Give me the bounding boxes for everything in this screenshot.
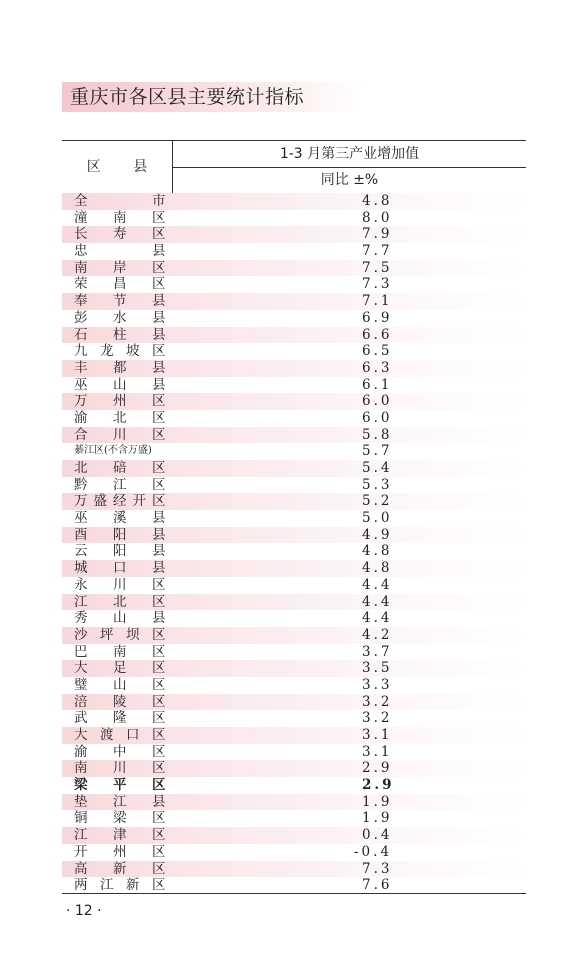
region-name: 长 寿 区: [74, 226, 166, 243]
region-column-header: 区 县: [86, 159, 162, 175]
region-name: 秀 山 县: [74, 610, 166, 627]
table-row: [62, 644, 526, 661]
region-name: 大 渡 口 区: [74, 727, 166, 743]
value-cell: 3.7: [362, 643, 393, 660]
region-name: 石 柱 县: [74, 326, 166, 343]
value-cell: 8.0: [362, 209, 393, 226]
region-name: 武 隆 区: [74, 710, 166, 727]
value-cell: 4.4: [362, 610, 393, 627]
table-row: [62, 510, 526, 527]
table-row: [62, 477, 526, 494]
table-row: [62, 594, 526, 611]
region-name: 开 州 区: [74, 843, 166, 860]
table-row: [62, 810, 526, 827]
region-name: 梁 平 区: [74, 777, 166, 794]
value-cell: 2.9: [362, 760, 393, 777]
region-name: 沙 坪 坝 区: [74, 626, 166, 643]
table-row: [62, 794, 526, 811]
value-cell: 3.1: [362, 727, 393, 743]
value-cell: 7.1: [362, 293, 393, 310]
table-row: [62, 577, 526, 594]
table-row: [62, 193, 526, 210]
value-cell: 0.4: [362, 827, 393, 844]
table-row: [62, 677, 526, 694]
value-cell: 7.5: [362, 259, 393, 276]
value-cell: 3.1: [362, 743, 393, 760]
table-row: [62, 827, 526, 844]
value-cell: 3.5: [362, 660, 393, 677]
value-cell: 5.0: [362, 510, 393, 527]
value-cell: 6.1: [362, 376, 393, 393]
value-cell: 7.7: [362, 243, 393, 260]
table-header: [62, 140, 526, 194]
table-row: [62, 694, 526, 711]
region-name: 巫 溪 县: [74, 510, 166, 527]
table-row: [62, 360, 526, 377]
table-bottom-rule: [62, 893, 526, 894]
table-row: [62, 727, 526, 744]
value-cell: -0.4: [354, 843, 393, 860]
region-name: 万 州 区: [74, 393, 166, 410]
value-cell: 4.4: [362, 593, 393, 610]
region-name: 全 市: [74, 193, 166, 209]
value-cell: 4.8: [362, 193, 393, 209]
value-cell: 6.3: [362, 359, 393, 376]
table-row: [62, 460, 526, 477]
value-cell: 6.9: [362, 309, 393, 326]
table-body: [62, 193, 526, 894]
value-cell: 4.8: [362, 560, 393, 577]
table-row: [62, 377, 526, 394]
region-name: 潼 南 区: [74, 209, 166, 226]
region-name: 云 阳 县: [74, 543, 166, 560]
region-name: 江 津 区: [74, 827, 166, 844]
table-row: [62, 744, 526, 761]
region-name: 巫 山 县: [74, 376, 166, 393]
value-cell: 5.8: [362, 426, 393, 443]
value-cell: 5.7: [362, 443, 393, 460]
table-row: [62, 543, 526, 560]
table-row: [62, 427, 526, 444]
value-cell: 7.9: [362, 226, 393, 243]
region-name: 酉 阳 县: [74, 526, 166, 543]
region-name: 江 北 区: [74, 593, 166, 610]
region-name: 渝 中 区: [74, 743, 166, 760]
table-row: [62, 410, 526, 427]
region-name: 璧 山 区: [74, 676, 166, 693]
table-row: [62, 210, 526, 227]
value-cell: 3.2: [362, 710, 393, 727]
table-row: [62, 293, 526, 310]
region-name: 高 新 区: [74, 860, 166, 877]
table-row: [62, 310, 526, 327]
region-name: 铜 梁 区: [74, 810, 166, 827]
region-name: 彭 水 县: [74, 309, 166, 326]
value-cell: 4.8: [362, 543, 393, 560]
region-name: 丰 都 县: [74, 359, 166, 376]
table-row: [62, 760, 526, 777]
table-row: [62, 861, 526, 878]
table-row: [62, 393, 526, 410]
table-row: [62, 560, 526, 577]
unit-subheader: 同比 ±%: [320, 172, 379, 188]
region-name: 奉 节 县: [74, 293, 166, 310]
value-cell: 4.4: [362, 576, 393, 593]
value-cell: 6.0: [362, 409, 393, 426]
value-cell: 6.5: [362, 343, 393, 360]
table-row: [62, 226, 526, 243]
value-cell: 7.3: [362, 860, 393, 877]
value-cell: 5.2: [362, 493, 393, 510]
table-row: [62, 710, 526, 727]
table-row: [62, 443, 526, 460]
region-name: 大 足 区: [74, 660, 166, 677]
value-cell: 7.6: [362, 877, 393, 894]
region-name: 北 碚 区: [74, 460, 166, 476]
region-name: 南 川 区: [74, 760, 166, 777]
value-cell: 3.2: [362, 693, 393, 710]
region-name: 万 盛 经 开 区: [74, 493, 166, 510]
table-row: [62, 877, 526, 894]
region-name: 两 江 新 区: [74, 877, 166, 894]
table-row: [62, 777, 526, 794]
value-cell: 6.0: [362, 393, 393, 410]
region-name: 垫 江 县: [74, 793, 166, 810]
table-row: [62, 343, 526, 360]
region-name: 綦江区(不含万盛): [74, 445, 152, 457]
table-row: [62, 844, 526, 861]
table-row: [62, 243, 526, 260]
table-row: [62, 276, 526, 293]
region-name: 城 口 县: [74, 560, 166, 577]
value-cell: 5.3: [362, 476, 393, 493]
table-row: [62, 660, 526, 677]
table-row: [62, 493, 526, 510]
page-number: · 12 ·: [66, 903, 102, 919]
region-name: 黔 江 区: [74, 476, 166, 493]
region-name: 荣 昌 区: [74, 276, 166, 293]
table-row: [62, 260, 526, 277]
region-name: 南 岸 区: [74, 259, 166, 276]
value-cell: 3.3: [362, 676, 393, 693]
region-name: 忠 县: [74, 243, 166, 260]
region-name: 合 川 区: [74, 426, 166, 443]
region-name: 涪 陵 区: [74, 693, 166, 710]
value-cell: 1.9: [362, 793, 393, 810]
region-name: 渝 北 区: [74, 409, 166, 426]
value-cell: 2.9: [362, 777, 395, 794]
table-row: [62, 327, 526, 344]
table-row: [62, 610, 526, 627]
indicator-column-header: 1-3 月第三产业增加值: [279, 146, 420, 162]
region-name: 九 龙 坡 区: [74, 343, 166, 360]
region-name: 永 川 区: [74, 576, 166, 593]
value-cell: 4.2: [362, 626, 393, 643]
table-row: [62, 627, 526, 644]
page-title: 重庆市各区县主要统计指标: [70, 86, 305, 108]
region-name: 巴 南 区: [74, 643, 166, 660]
table-row: [62, 527, 526, 544]
value-cell: 1.9: [362, 810, 393, 827]
value-cell: 4.9: [362, 526, 393, 543]
value-cell: 7.3: [362, 276, 393, 293]
value-cell: 5.4: [362, 460, 393, 476]
value-cell: 6.6: [362, 326, 393, 343]
